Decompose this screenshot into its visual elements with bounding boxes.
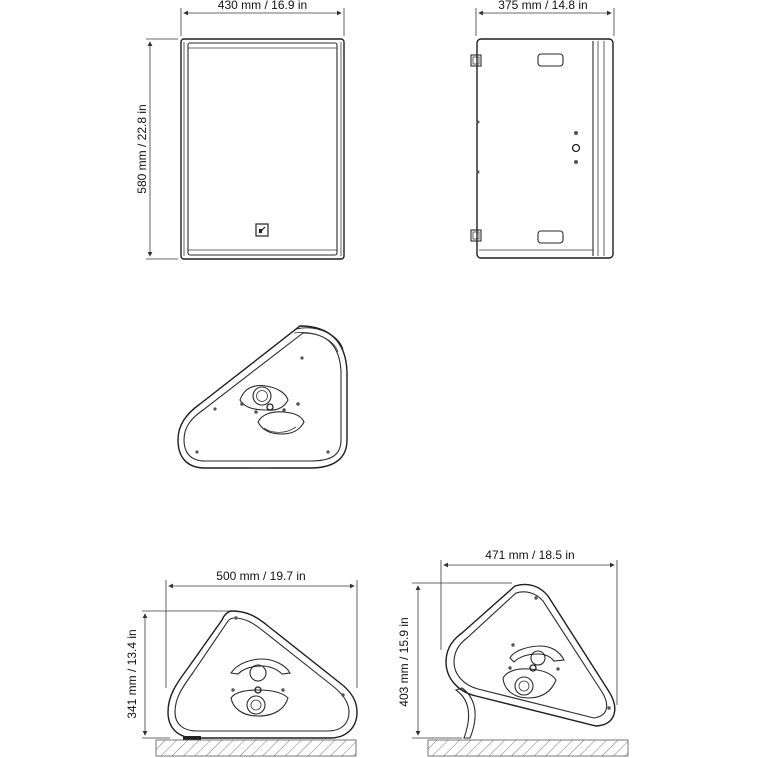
tilted-center-connector-icon [530, 665, 536, 671]
center-connector-icon [267, 404, 273, 410]
top-bracket-icon [471, 55, 481, 66]
front-width-label: 430 mm / 16.9 in [217, 0, 308, 12]
front-grille [188, 43, 337, 255]
floor-foot-left [183, 736, 201, 740]
tilted-width-label: 471 mm / 18.5 in [485, 548, 575, 562]
front-height-label: 580 mm / 22.8 in [135, 104, 149, 194]
lower-port-icon [258, 412, 304, 434]
connector-icon [573, 145, 580, 152]
floor-lower-port-icon [231, 690, 288, 716]
front-view [135, 0, 344, 259]
tilted-cabinet [446, 584, 615, 726]
tilted-height-label: 403 mm / 15.9 in [397, 617, 411, 707]
bottom-bracket-icon [471, 230, 481, 241]
tilted-upper-port-icon [510, 646, 564, 665]
upper-port-icon [240, 386, 288, 411]
back-view [178, 326, 347, 468]
floor-upper-port-icon [231, 659, 290, 681]
brand-logo-icon [256, 224, 268, 236]
floor-ground-right [428, 740, 628, 756]
side-view [471, 0, 614, 258]
floor-ground-left [156, 740, 356, 756]
tilted-monitor-view [397, 548, 628, 756]
tilted-lower-port-icon [503, 669, 556, 698]
floor-monitor-height-label: 341 mm / 13.4 in [125, 629, 139, 719]
floor-monitor-width-label: 500 mm / 19.7 in [216, 569, 306, 583]
top-handle-icon [538, 54, 563, 66]
floor-monitor-view [125, 569, 357, 756]
bottom-handle-icon [538, 231, 563, 243]
side-depth-label: 375 mm / 14.8 in [498, 0, 588, 12]
back-cabinet [178, 326, 347, 468]
front-cabinet [181, 39, 344, 259]
